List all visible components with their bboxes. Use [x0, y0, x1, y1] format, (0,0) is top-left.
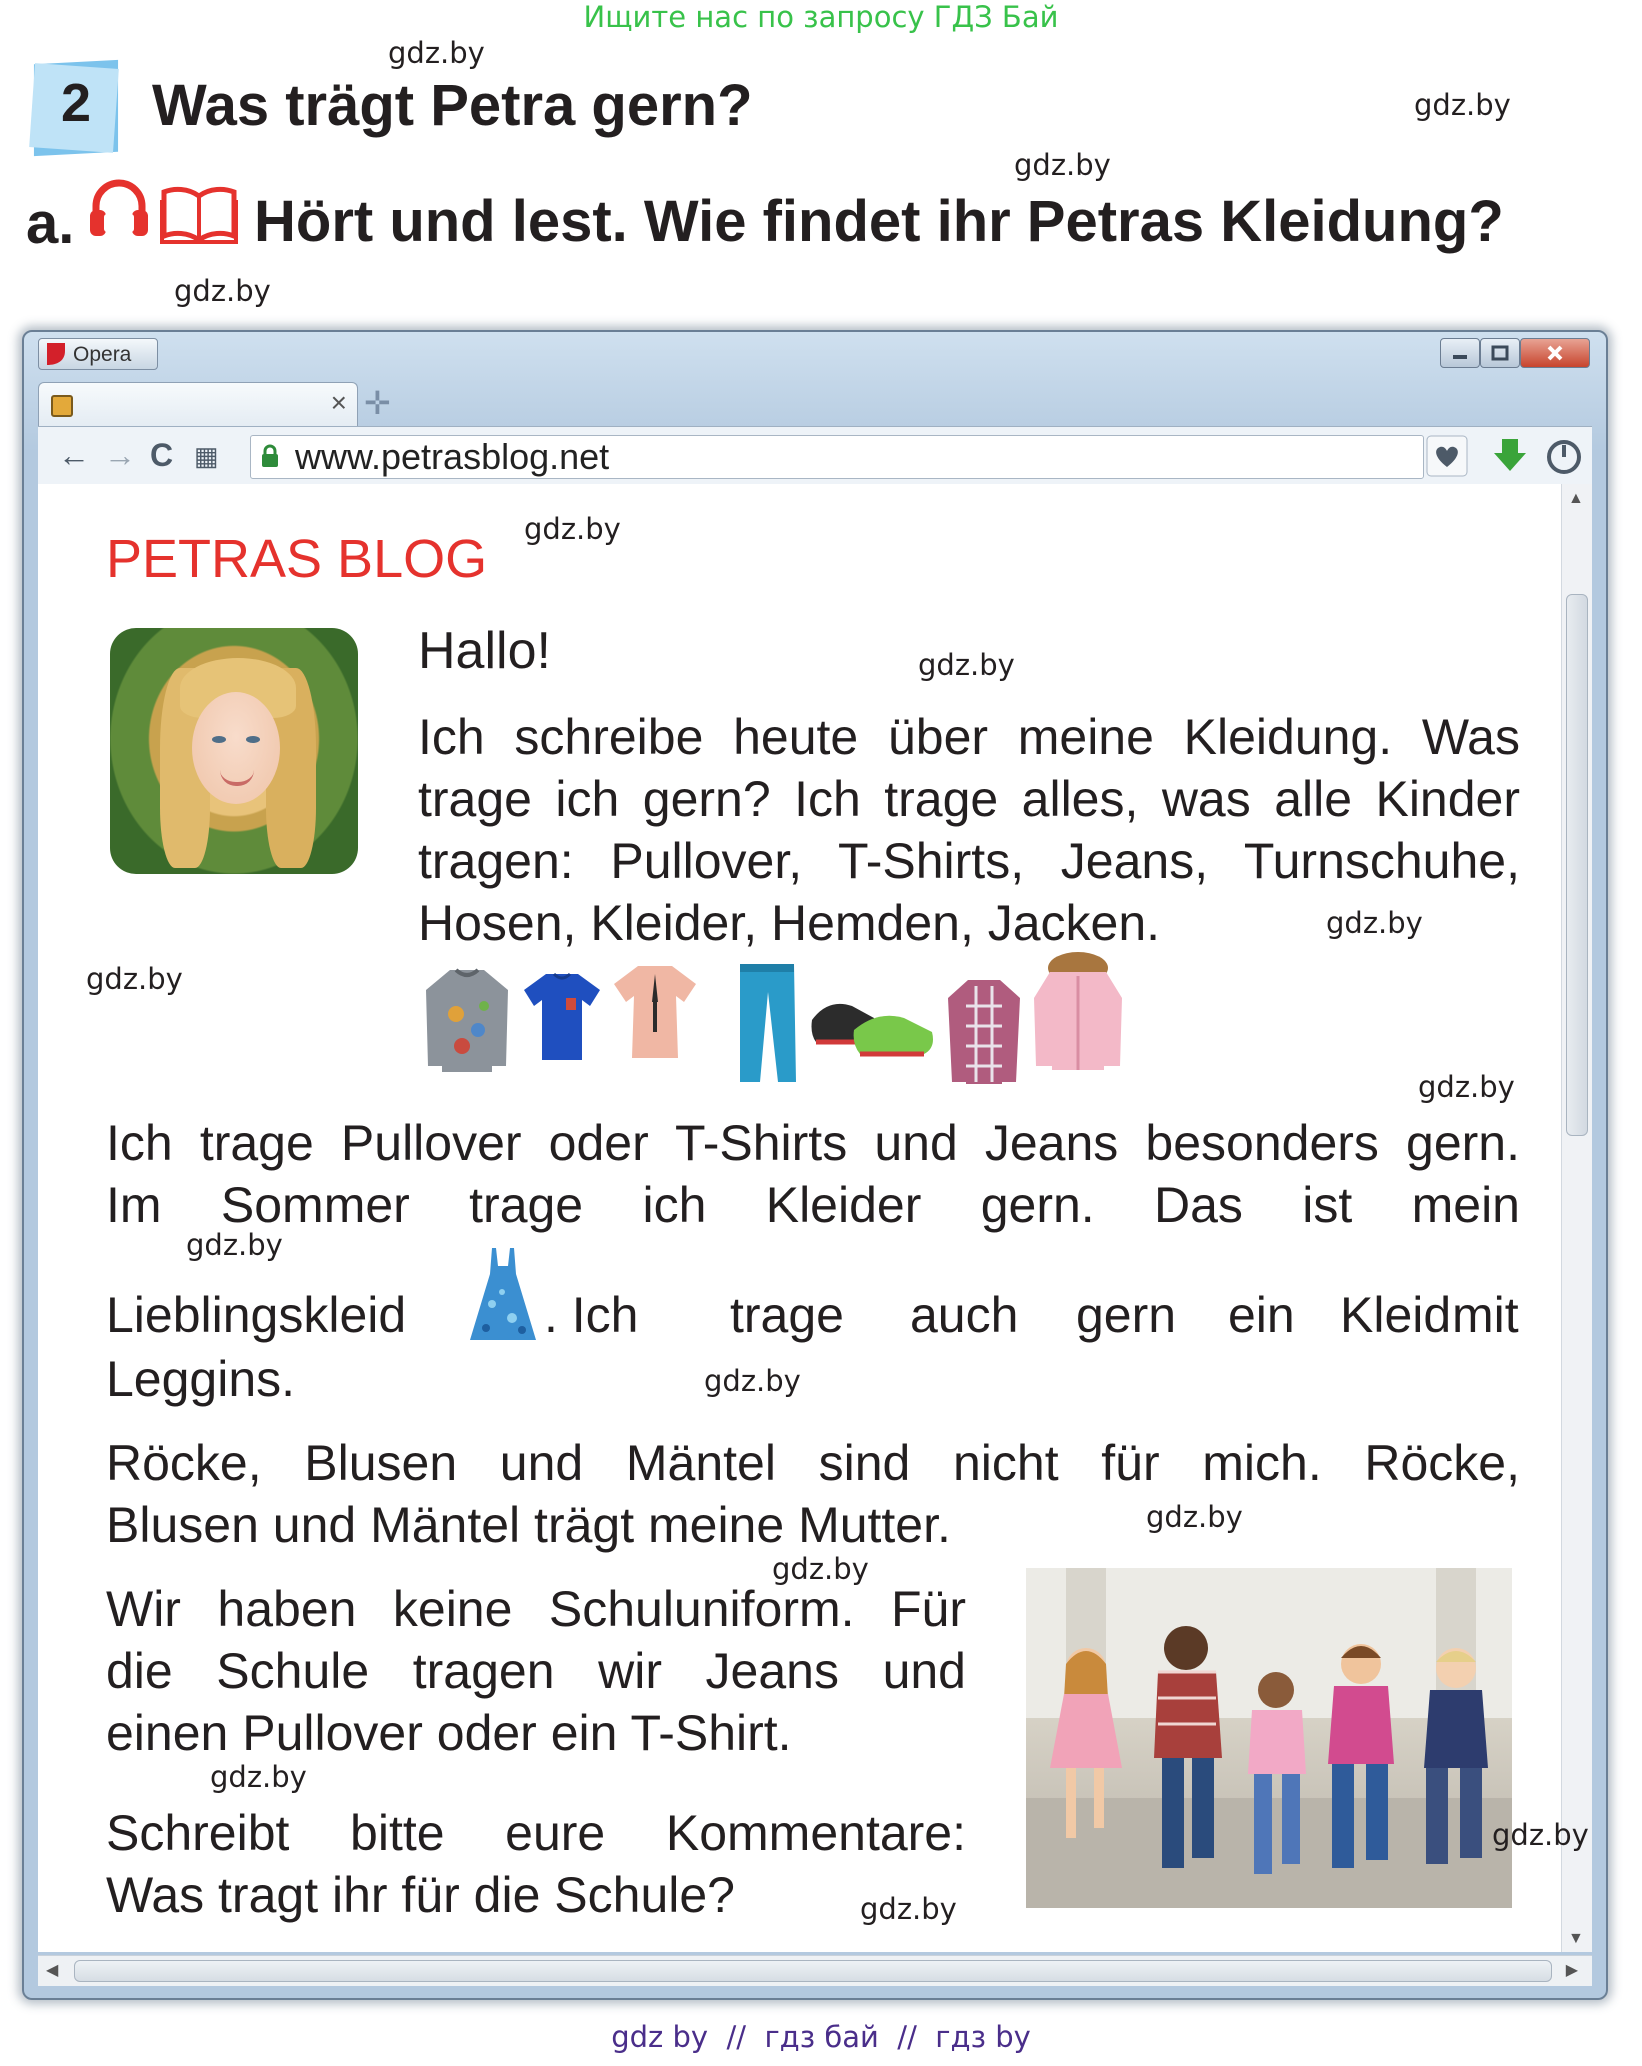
vertical-scroll-thumb[interactable]: [1566, 594, 1588, 1136]
text-word: mit: [1452, 1287, 1519, 1343]
text-line: Wir haben keine Schuluniform. Für: [106, 1581, 966, 1637]
text-line: Was tragt ihr für die Schule?: [106, 1867, 735, 1923]
clothing-pictures: [422, 962, 1202, 1092]
watermark: gdz.by: [86, 962, 183, 996]
paragraph-4: [106, 1802, 966, 1926]
text-line: Ich trage Pullover oder T-Shirts und Jeans besonders gern.: [106, 1115, 1520, 1171]
blog-greeting: Hallo!: [418, 622, 551, 680]
horizontal-scroll-thumb[interactable]: [74, 1960, 1552, 1982]
text-word: trage: [730, 1287, 844, 1343]
close-icon: [1521, 339, 1589, 367]
address-bar[interactable]: [250, 435, 1424, 479]
minimize-icon: [1441, 339, 1479, 367]
address-text[interactable]: www.petrasblog.net: [295, 436, 610, 477]
footer-links: gdz by // гдз бай // гдз by: [611, 2020, 1031, 2054]
profile-photo: [110, 628, 358, 874]
scroll-right-icon[interactable]: ▶: [1565, 1962, 1578, 1979]
kids-running-photo: [1026, 1568, 1512, 1908]
speedometer-icon[interactable]: [1544, 437, 1584, 477]
reload-icon[interactable]: C: [150, 437, 174, 473]
text-line: Leggins.: [106, 1351, 296, 1407]
text-line: Röcke, Blusen und Mäntel sind nicht für mich. Röcke,: [106, 1435, 1520, 1491]
watermark: gdz.by: [1014, 148, 1111, 182]
vertical-scrollbar[interactable]: [1561, 484, 1592, 1952]
maximize-button[interactable]: [1480, 338, 1520, 368]
blog-title: PETRAS BLOG: [106, 529, 488, 589]
opera-logo-icon: [45, 341, 67, 367]
paragraph-3: [106, 1578, 966, 1764]
opera-menu-button[interactable]: [38, 338, 158, 370]
heart-icon[interactable]: [1426, 435, 1468, 477]
watermark: gdz.by: [772, 1552, 869, 1586]
subtask-letter: a.: [26, 191, 75, 256]
sneakers-icon: [808, 984, 938, 1064]
text-word: Kleid: [1340, 1287, 1452, 1343]
lock-icon: [261, 444, 279, 468]
watermark: gdz.by: [918, 648, 1015, 682]
watermark: gdz.by: [210, 1760, 307, 1794]
watermark: gdz.by: [704, 1364, 801, 1398]
text-word: . Ich: [544, 1287, 639, 1343]
forward-arrow-icon[interactable]: →: [104, 437, 136, 473]
blouse-icon: [612, 962, 698, 1062]
horizontal-scrollbar[interactable]: [38, 1955, 1592, 1986]
task-number: 2: [60, 73, 92, 133]
watermark: gdz.by: [1418, 1070, 1515, 1104]
top-banner: Ищите нас по запросу ГДЗ Бай: [583, 0, 1059, 34]
download-icon[interactable]: [1492, 435, 1528, 477]
text-line: einen Pullover oder ein T-Shirt.: [106, 1705, 792, 1761]
text-line: die Schule tragen wir Jeans und: [106, 1643, 966, 1699]
jacket-icon: [1030, 950, 1126, 1074]
watermark: gdz.by: [860, 1892, 957, 1926]
text-line: Im Sommer trage ich Kleider gern. Das ist mein: [106, 1177, 1520, 1233]
watermark: gdz.by: [1146, 1500, 1243, 1534]
text-line: trage ich gern? Ich trage alles, was alle Kinder: [418, 771, 1520, 827]
watermark: gdz.by: [1414, 88, 1511, 122]
watermark: gdz.by: [1326, 906, 1423, 940]
speed-dial-grid-icon[interactable]: ▦: [194, 441, 219, 471]
kids-illustration: [1026, 1568, 1512, 1908]
dress-icon: [468, 1244, 538, 1344]
close-window-button[interactable]: [1520, 338, 1590, 368]
text-line: Hosen, Kleider, Hemden, Jacken.: [418, 895, 1161, 951]
watermark: gdz.by: [524, 512, 621, 546]
watermark: gdz.by: [174, 274, 271, 308]
book-icon: [160, 186, 238, 244]
text-word: ein: [1228, 1287, 1295, 1343]
text-line: Blusen und Mäntel trägt meine Mutter.: [106, 1497, 951, 1553]
shirt-icon: [946, 976, 1022, 1086]
watermark: gdz.by: [388, 36, 485, 70]
new-tab-button[interactable]: ✛: [364, 385, 391, 421]
watermark: gdz.by: [186, 1228, 283, 1262]
paragraph-1-line-3: [106, 1284, 1520, 1346]
browser-tab[interactable]: [38, 382, 358, 427]
navigation-bar: [38, 426, 1592, 486]
window-controls: [1440, 338, 1590, 366]
task-title: Was trägt Petra gern?: [152, 73, 753, 138]
text-word: gern: [1076, 1287, 1177, 1343]
scroll-left-icon[interactable]: ◀: [46, 1962, 59, 1979]
maximize-icon: [1481, 339, 1519, 367]
scroll-down-icon[interactable]: ▼: [1568, 1930, 1584, 1947]
favicon-icon: [51, 395, 73, 417]
subtask-instruction: Hört und lest. Wie findet ihr Petras Kleidung?: [254, 189, 1504, 254]
task-number-badge: [30, 62, 122, 154]
text-line: Ich schreibe heute über meine Kleidung. Was: [418, 709, 1520, 765]
text-line: Schreibt bitte eure Kommentare:: [106, 1805, 966, 1861]
tab-close-icon[interactable]: ×: [330, 387, 347, 418]
text-line: tragen: Pullover, T-Shirts, Jeans, Turnschuhe,: [418, 833, 1520, 889]
opera-label: Opera: [73, 343, 132, 366]
paragraph-2: [106, 1432, 1520, 1556]
headphones-icon: [88, 176, 150, 240]
t-shirt-icon: [522, 968, 602, 1064]
minimize-button[interactable]: [1440, 338, 1480, 368]
watermark: gdz.by: [1492, 1818, 1589, 1852]
pullover-icon: [422, 962, 512, 1074]
scroll-up-icon[interactable]: ▲: [1568, 490, 1584, 507]
text-word: Lieblingskleid: [106, 1287, 407, 1343]
jeans-icon: [732, 962, 802, 1086]
text-word: auch: [910, 1287, 1019, 1343]
paragraph-1: [106, 1112, 1520, 1236]
back-arrow-icon[interactable]: ←: [58, 437, 90, 473]
